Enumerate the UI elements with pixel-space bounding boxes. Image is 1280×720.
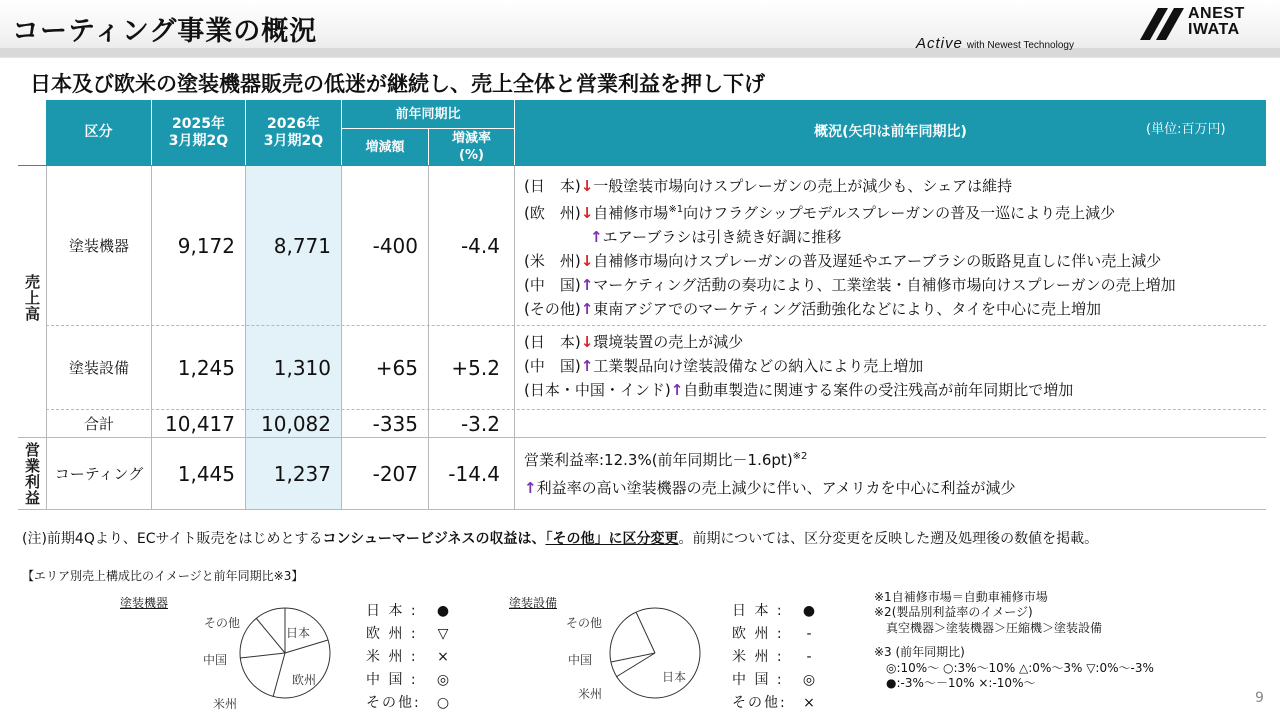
th-change: 増減額 — [342, 129, 428, 165]
overview-text: 工業製品向け塗装設備などの納入により売上増加 — [593, 357, 924, 375]
pie-equipment-title: 塗装機器 — [120, 596, 169, 610]
tagline — [916, 35, 1074, 52]
pie-facility-chart — [608, 606, 702, 700]
overview-equipment — [524, 174, 1176, 321]
footnote-line: 真空機器＞塗装機器＞圧縮機＞塗装設備 — [874, 621, 1103, 635]
profit-margin-sup: ※2 — [792, 451, 808, 462]
legend-row — [366, 692, 458, 712]
legend-region: 中 国 : — [366, 672, 418, 688]
header-band — [0, 48, 1280, 57]
overview-text: 東南アジアでのマーケティング活動強化などにより、タイを中心に売上増加 — [593, 300, 1102, 318]
overview-text: エアーブラシは引き続き好調に推移 — [602, 228, 842, 246]
cell-facility-change: +65 — [375, 355, 418, 380]
legend-row — [366, 623, 458, 643]
overview-text: 自補修市場向けスプレーガンの普及遅延やエアーブラシの販路見直しに伴い売上減少 — [593, 252, 1162, 270]
overview-line — [524, 378, 1073, 402]
pie2-label-china: 中国 — [568, 653, 593, 667]
th-2026: 2026年 3月期2Q — [246, 100, 341, 165]
legend-region: 日 本 : — [366, 603, 418, 619]
cell-coating-2025: 1,445 — [177, 461, 235, 486]
cell-equipment-2026: 8,771 — [273, 233, 331, 258]
region-prefix: (日本・中国・インド) — [524, 381, 671, 399]
row-label-equipment: 塗装機器 — [68, 237, 129, 255]
down-arrow-icon: ↓ — [580, 333, 594, 351]
legend-region: 米 州 : — [732, 649, 784, 665]
overview-line — [524, 225, 1176, 249]
footnote-line: ※1自補修市場＝自動車補修市場 — [874, 590, 1048, 604]
legend-symbol: × — [437, 649, 449, 665]
legend-region: 米 州 : — [366, 649, 418, 665]
overview-text: 向けフラグシップモデルスプレーガンの普及一巡により売上減少 — [683, 204, 1116, 222]
page-number: 9 — [1255, 690, 1264, 706]
cell-facility-rate: +5.2 — [451, 355, 500, 380]
legend-region: その他: — [732, 695, 787, 711]
overview-line — [524, 273, 1176, 297]
note-part-d: 。前期については、区分変更を反映した遡及処理後の数値を掲載。 — [678, 531, 1099, 547]
region-prefix: (その他) — [524, 300, 581, 318]
legend-row — [366, 600, 458, 620]
legend-row — [732, 600, 824, 620]
cell-total-change: -335 — [372, 411, 418, 436]
overview-text: 一般塗装市場向けスプレーガンの売上が減少も、シェアは維持 — [593, 177, 1013, 195]
up-arrow-icon: ↑ — [670, 381, 684, 399]
overview-text: 環境装置の売上が減少 — [593, 333, 744, 351]
legend-region: 中 国 : — [732, 672, 784, 688]
region-prefix: (中 国) — [524, 276, 581, 294]
legend-symbol: ◎ — [436, 672, 450, 688]
overview-line — [524, 198, 1176, 225]
table-note — [22, 528, 1098, 548]
legend-row — [732, 646, 824, 666]
overview-text: マーケティング活動の奏功により、工業塗装・自補修市場向けスプレーガンの売上増加 — [593, 276, 1176, 294]
company-logo-text — [1188, 6, 1245, 38]
overview-profit — [524, 445, 1016, 500]
up-arrow-icon: ↑ — [580, 357, 594, 375]
tagline-text: with Newest Technology — [966, 40, 1074, 51]
row-label-coating: コーティング — [54, 465, 144, 483]
row-label-facility: 塗装設備 — [68, 359, 129, 377]
pie2-label-japan: 日本 — [662, 670, 687, 684]
region-prefix: (米 州) — [524, 252, 581, 270]
th-rate: 増減率 (%) — [429, 129, 514, 165]
slide-subtitle: 日本及び欧米の塗装機器販売の低迷が継続し、売上全体と営業利益を押し下げ — [30, 72, 765, 96]
anest-iwata-logo-icon — [1140, 8, 1184, 40]
overview-facility — [524, 330, 1073, 402]
overview-text: 自補修市場 — [593, 204, 669, 222]
pie2-label-other: その他 — [566, 616, 603, 630]
th-overview: 概況(矢印は前年同期比) — [515, 100, 1266, 165]
cell-equipment-rate: -4.4 — [460, 233, 500, 258]
pie1-label-americas: 米州 — [213, 697, 238, 711]
summary-table — [18, 100, 1266, 510]
footnote-line: ●:-3%～－10% ×:-10%～ — [874, 676, 1036, 690]
cell-facility-2025: 1,245 — [177, 355, 235, 380]
legend-row — [366, 646, 458, 666]
up-arrow-icon: ↑ — [590, 228, 603, 246]
legend-region: 欧 州 : — [732, 626, 784, 642]
cell-total-2026: 10,082 — [261, 411, 331, 436]
legend-row — [366, 669, 458, 689]
profit-reason-text: 利益率の高い塗装機器の売上減少に伴い、アメリカを中心に利益が減少 — [536, 479, 1016, 497]
region-prefix: (中 国) — [524, 357, 581, 375]
th-yoy: 前年同期比 — [342, 100, 514, 128]
pie1-label-china: 中国 — [203, 653, 228, 667]
note-part-b: コンシューマービジネスの収益は、 — [322, 531, 546, 547]
overview-line — [524, 174, 1176, 198]
cell-coating-change: -207 — [372, 461, 418, 486]
overview-line — [524, 354, 1073, 378]
overview-text: 自動車製造に関連する案件の受注残高が前年同期比で増加 — [683, 381, 1074, 399]
overview-line — [524, 249, 1176, 273]
group-profit-label: 営業利益 — [23, 442, 41, 506]
pie1-label-japan: 日本 — [286, 626, 311, 640]
legend-symbol: ○ — [436, 695, 450, 711]
group-sales-label: 売上高 — [23, 274, 41, 322]
pie-equipment-chart — [238, 606, 332, 700]
cell-facility-2026: 1,310 — [273, 355, 331, 380]
region-prefix: (日 本) — [524, 177, 581, 195]
pie-facility-title: 塗装設備 — [509, 596, 558, 610]
legend-region: 欧 州 : — [366, 626, 418, 642]
pie1-label-europe: 欧州 — [292, 673, 317, 687]
cell-equipment-change: -400 — [372, 233, 418, 258]
legend-symbol: × — [803, 695, 815, 711]
legend-row — [732, 669, 824, 689]
overview-line — [524, 330, 1073, 354]
up-arrow-icon: ↑ — [580, 300, 594, 318]
cell-total-2025: 10,417 — [165, 411, 235, 436]
legend-symbol: ● — [802, 603, 816, 619]
legend-symbol: ▽ — [437, 626, 449, 642]
legend-symbol: ● — [436, 603, 450, 619]
legend-symbol: - — [806, 626, 812, 642]
cell-total-rate: -3.2 — [460, 411, 500, 436]
area-section-title: 【エリア別売上構成比のイメージと前年同期比※3】 — [22, 569, 304, 583]
page-title: コーティング事業の概況 — [12, 16, 318, 47]
region-prefix: (日 本) — [524, 333, 581, 351]
pie1-label-other: その他 — [204, 616, 241, 630]
down-arrow-icon: ↓ — [580, 252, 594, 270]
footnote-ref: ※1 — [668, 204, 684, 215]
legend-row — [732, 692, 824, 712]
cell-coating-2026: 1,237 — [273, 461, 331, 486]
logo-line1: ANEST — [1188, 5, 1245, 22]
legend-region: 日 本 : — [732, 603, 784, 619]
up-arrow-icon: ↑ — [524, 479, 537, 497]
th-2025: 2025年 3月期2Q — [152, 100, 245, 165]
down-arrow-icon: ↓ — [580, 177, 594, 195]
pie2-label-americas: 米州 — [578, 687, 603, 701]
up-arrow-icon: ↑ — [580, 276, 594, 294]
legend-symbol: ◎ — [802, 672, 816, 688]
note-emphasis: 「その他」に区分変更 — [545, 531, 679, 547]
footnote-line: ※3 (前年同期比) — [874, 645, 965, 659]
footnote-line: ※2(製品別利益率のイメージ) — [874, 605, 1033, 619]
legend-symbol: - — [806, 649, 812, 665]
unit-label: (単位:百万円) — [1146, 122, 1226, 137]
legend-region: その他: — [366, 695, 421, 711]
th-segment: 区分 — [46, 100, 151, 165]
note-part-a: (注)前期4Qより、ECサイト販売をはじめとする — [22, 531, 323, 547]
row-label-total: 合計 — [83, 415, 114, 433]
cell-equipment-2025: 9,172 — [177, 233, 235, 258]
cell-coating-rate: -14.4 — [448, 461, 500, 486]
legend-row — [732, 623, 824, 643]
region-prefix: (欧 州) — [524, 204, 581, 222]
down-arrow-icon: ↓ — [580, 204, 594, 222]
logo-line2: IWATA — [1188, 21, 1240, 38]
header-bar — [0, 0, 1280, 58]
tagline-brand: Active — [916, 35, 963, 52]
overview-line — [524, 297, 1176, 321]
footnote-line: ◎:10%～ ○:3%～10% △:0%～3% ▽:0%～-3% — [874, 661, 1154, 675]
profit-margin-text: 営業利益率:12.3%(前年同期比－1.6pt) — [524, 451, 793, 469]
